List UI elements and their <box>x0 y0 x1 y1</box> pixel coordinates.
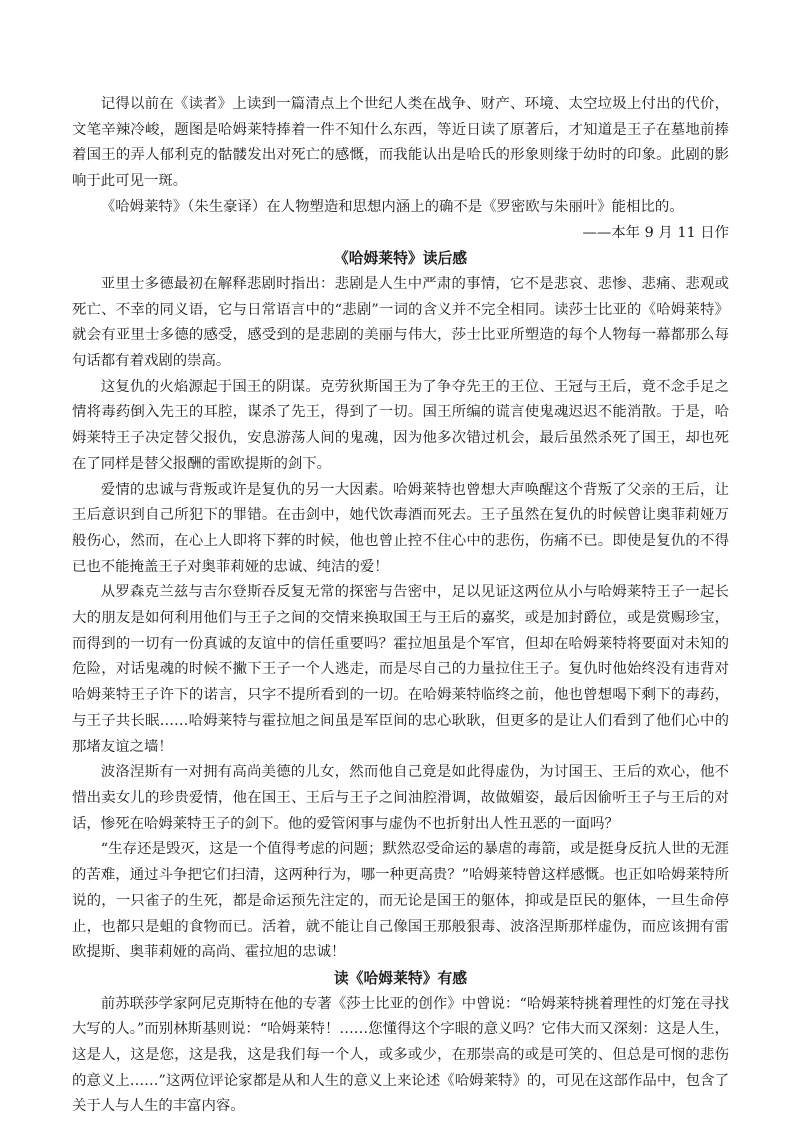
intro-paragraph-2: 《哈姆莱特》（朱生豪译）在人物塑造和思想内涵上的确不是《罗密欧与朱丽叶》能相比的。 <box>100 198 684 215</box>
section2-title: 读《哈姆莱特》有感 <box>333 969 468 987</box>
document-body <box>72 92 729 1120</box>
section1-title: 《哈姆莱特》读后感 <box>333 250 468 268</box>
section1-paragraph: 波洛涅斯有一对拥有高尚美德的儿女，然而他自己竟是如此得虚伪，为讨国王、王后的欢心，他不惜出卖女儿的珍贵爱情，他在国王、王后与王子之间油腔滑调，故做媚姿，最后因偷听王子与王后的对话，惨死在哈姆莱特王子的剑下。他的爱管闲事与虚伪不也折射出人性丑恶的一面吗？ <box>72 764 729 832</box>
intro-signature: ——本年 9 月 11 日作 <box>582 224 729 241</box>
intro-paragraph-1: 记得以前在《读者》上读到一篇清点上个世纪人类在战争、财产、环境、太空垃圾上付出的代价，文笔辛辣冷峻，题图是哈姆莱特捧着一件不知什么东西，等近日读了原著后，才知道是王子在墓地前捧着国王的弄人郁利克的骷髅发出对死亡的感慨，而我能认出是哈氏的形象则缘于幼时的印象。此剧的影响于此可见一斑。 <box>72 96 729 190</box>
section1-paragraph: “生存还是毁灭，这是一个值得考虑的问题；默然忍受命运的暴虐的毒箭，或是挺身反抗人世的无涯的苦难，通过斗争把它们扫清，这两种行为，哪一种更高贵？”哈姆莱特曾这样感慨。也正如哈姆莱特所说的，一只雀子的生死，都是命运预先注定的，而无论是国王的躯体，抑或是臣民的躯体，一旦生命停止，也都只是蛆的食物而已。活着，就不能让自己像国王那般狠毒、波洛涅斯那样虚伪，而应该拥有雷欧提斯、奥菲莉娅的高尚、霍拉旭的忠诚！ <box>72 841 729 961</box>
section2-paragraph: 前苏联莎学家阿尼克斯特在他的专著《莎士比亚的创作》中曾说：“哈姆莱特挑着理性的灯笼在寻找大写的人。”而别林斯基则说：“哈姆莱特！……您懂得这个字眼的意义吗？它伟大而又深刻：这是人生，这是人，这是您，这是我，这是我们每一个人，或多或少，在那崇高的或是可笑的、但总是可悯的悲伤的意义上……”这两位评论家都是从和人生的意义上来论述《哈姆莱特》的，可见在这部作品中，包含了关于人与人生的丰富内容。 <box>72 995 729 1115</box>
section1-paragraph: 亚里士多德最初在解释悲剧时指出：悲剧是人生中严肃的事情，它不是悲哀、悲惨、悲痛、悲观或死亡、不幸的同义语，它与日常语言中的“悲剧”一词的含义并不完全相同。读莎士比亚的《哈姆莱特》就会有亚里士多德的感受，感受到的是悲剧的美丽与伟大，莎士比亚所塑造的每个人物每一幕都那么每句话都有着戏剧的崇高。 <box>72 275 729 370</box>
section1-paragraph: 从罗森克兰兹与吉尔登斯吞反复无常的探密与告密中，足以见证这两位从小与哈姆莱特王子一起长大的朋友是如何利用他们与王子之间的交情来换取国王与王后的嘉奖，或是加封爵位，或是赏赐珍宝，而得到的一切有一份真诚的友谊中的信任重要吗？霍拉旭虽是个军官，但却在哈姆莱特将要面对未知的危险，对话鬼魂的时候不撇下王子一个人逃走，而是尽自己的力量拉住王子。复仇时他始终没有违背对哈姆莱特王子许下的诺言，只字不提所看到的一切。在哈姆莱特临终之前，他也曾想喝下剩下的毒药，与王子共长眠……哈姆莱特与霍拉旭之间虽是军臣间的忠心耿耿，但更多的是让人们看到了他们心中的那堵友谊之墙！ <box>72 584 729 755</box>
section1-paragraph: 这复仇的火焰源起于国王的阴谋。克劳狄斯国王为了争夺先王的王位、王冠与王后，竟不念手足之情将毒药倒入先王的耳腔，谋杀了先王，得到了一切。国王所编的谎言使鬼魂迟迟不能消散。于是，哈姆莱特王子决定替父报仇，安息游荡人间的鬼魂，因为他多次错过机会，最后虽然杀死了国王，却也死在了同样是替父报酬的雷欧提斯的剑下。 <box>72 378 729 472</box>
section1-paragraph: 爱情的忠诚与背叛或许是复仇的另一大因素。哈姆莱特也曾想大声唤醒这个背叛了父亲的王后，让王后意识到自己所犯下的罪错。在击剑中，她代饮毒酒而死去。王子虽然在复仇的时候曾让奥菲莉娅万般伤心，然而，在心上人即将下葬的时候，他也曾止控不住心中的悲伤，伤痛不已。即使是复仇的不得已也不能掩盖王子对奥菲莉娅的忠诚、纯洁的爱！ <box>72 481 729 575</box>
